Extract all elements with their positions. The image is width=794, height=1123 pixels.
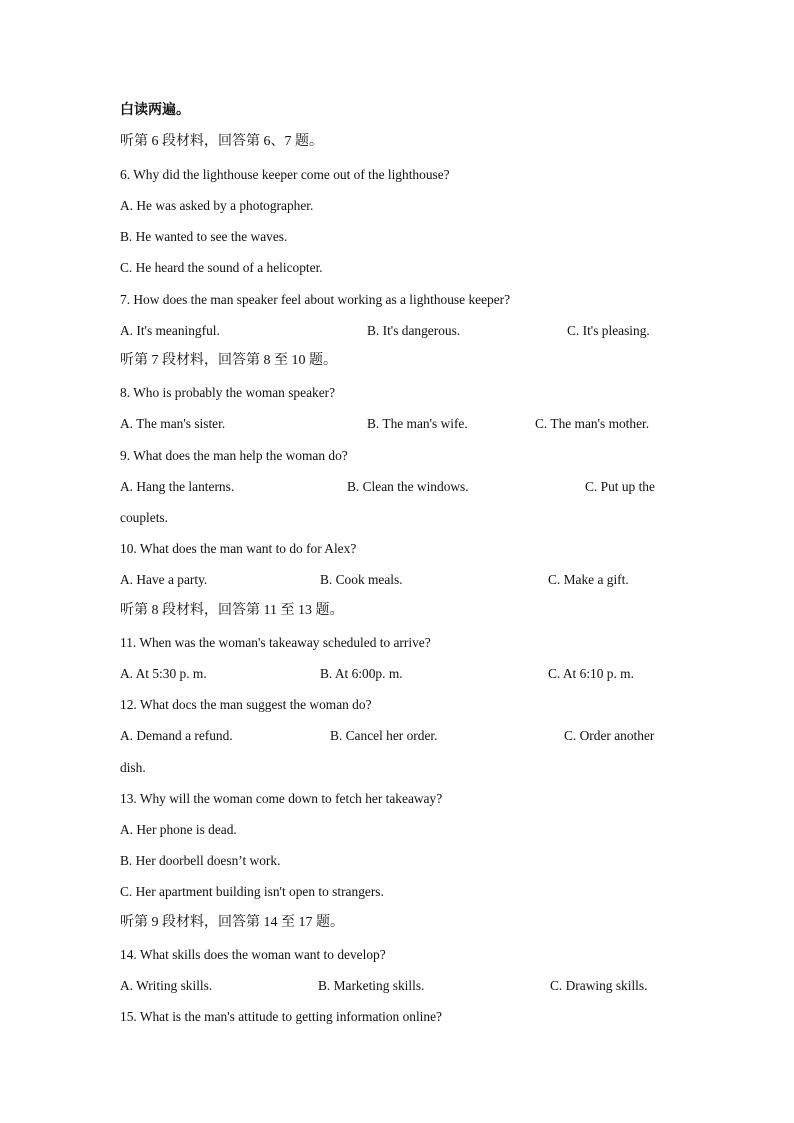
- q13-option-b: B. Her doorbell doesn’t work.: [120, 853, 281, 868]
- q6-option-b: B. He wanted to see the waves.: [120, 229, 288, 244]
- q14-option-a: A. Writing skills.: [120, 978, 213, 993]
- question-12: 12. What docs the man suggest the woman do?: [120, 697, 372, 712]
- q13-option-a: A. Her phone is dead.: [120, 822, 237, 837]
- q9-option-c-continued: couplets.: [120, 510, 168, 525]
- q7-option-b: B. It's dangerous.: [367, 323, 461, 338]
- q12-option-c: C. Order another: [564, 728, 655, 743]
- q7-option-c: C. It's pleasing.: [567, 323, 650, 338]
- q12-option-a: A. Demand a refund.: [120, 728, 233, 743]
- instruction-line: 白读两遍。: [120, 103, 190, 118]
- q9-option-c: C. Put up the: [585, 479, 655, 494]
- question-7: 7. How does the man speaker feel about working as a lighthouse keeper?: [120, 292, 511, 307]
- q13-option-c: C. Her apartment building isn't open to strangers.: [120, 884, 384, 899]
- q11-option-c: C. At 6:10 p. m.: [548, 666, 634, 681]
- question-15: 15. What is the man's attitude to getting information online?: [120, 1009, 442, 1024]
- q7-option-a: A. It's meaningful.: [120, 323, 220, 338]
- q12-option-c-continued: dish.: [120, 760, 146, 775]
- question-8: 8. Who is probably the woman speaker?: [120, 385, 336, 400]
- question-9: 9. What does the man help the woman do?: [120, 448, 348, 463]
- question-11: 11. When was the woman's takeaway scheduled to arrive?: [120, 635, 431, 650]
- question-6: 6. Why did the lighthouse keeper come out of the lighthouse?: [120, 167, 450, 182]
- question-10: 10. What does the man want to do for Alex?: [120, 541, 357, 556]
- q14-option-b: B. Marketing skills.: [318, 978, 425, 993]
- q6-option-a: A. He was asked by a photographer.: [120, 198, 314, 213]
- q8-option-c: C. The man's mother.: [535, 416, 650, 431]
- q8-option-a: A. The man's sister.: [120, 416, 226, 431]
- q6-option-c: C. He heard the sound of a helicopter.: [120, 260, 323, 275]
- section-7-heading: 听第 7 段材料，回答第 8 至 10 题。: [120, 353, 337, 368]
- question-14: 14. What skills does the woman want to develop?: [120, 947, 386, 962]
- q10-option-a: A. Have a party.: [120, 572, 208, 587]
- q11-option-b: B. At 6:00p. m.: [320, 666, 403, 681]
- q10-option-b: B. Cook meals.: [320, 572, 403, 587]
- section-6-heading: 听第 6 段材料，回答第 6、7 题。: [120, 134, 323, 149]
- q11-option-a: A. At 5:30 p. m.: [120, 666, 207, 681]
- q10-option-c: C. Make a gift.: [548, 572, 629, 587]
- q9-option-a: A. Hang the lanterns.: [120, 479, 235, 494]
- q12-option-b: B. Cancel her order.: [330, 728, 438, 743]
- q9-option-b: B. Clean the windows.: [347, 479, 469, 494]
- section-8-heading: 听第 8 段材料，回答第 11 至 13 题。: [120, 603, 344, 618]
- q8-option-b: B. The man's wife.: [367, 416, 468, 431]
- question-13: 13. Why will the woman come down to fetch her takeaway?: [120, 791, 443, 806]
- q14-option-c: C. Drawing skills.: [550, 978, 648, 993]
- section-9-heading: 听第 9 段材料，回答第 14 至 17 题。: [120, 915, 344, 930]
